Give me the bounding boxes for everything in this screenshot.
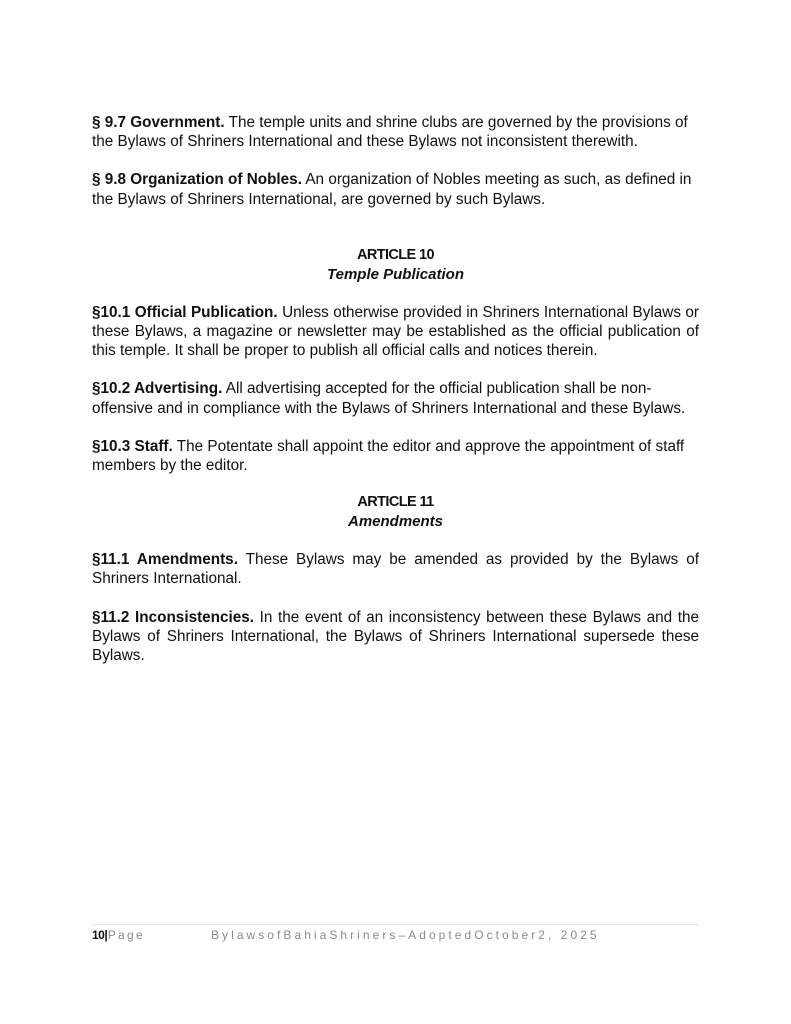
section-heading: §10.1 Official Publication.	[92, 303, 278, 321]
section-9-7	[92, 113, 699, 151]
section-heading: § 9.7 Government.	[92, 114, 225, 131]
section-body: Unless otherwise provided in Shriners International Bylaws or these Bylaws, a magazine or newsletter may be established as the official publication of this temple. It shall be proper to publish all official calls and notices therein.	[92, 303, 699, 360]
section-heading: §10.3 Staff.	[92, 437, 173, 455]
section-11-2	[92, 608, 699, 666]
page-number: 10	[92, 928, 105, 942]
section-10-1	[92, 303, 699, 361]
section-heading: § 9.8 Organization of Nobles.	[92, 171, 302, 189]
section-body: The temple units and shrine clubs are governed by the provisions of the Bylaws of Shriners International and these Bylaws not inconsistent therewith.	[92, 114, 688, 151]
section-10-2	[92, 379, 699, 417]
section-body: An organization of Nobles meeting as such, as defined in the Bylaws of Shriners International, are governed by such Bylaws.	[92, 171, 692, 208]
article-title: Amendments	[347, 513, 444, 531]
page-label: Page	[107, 928, 145, 942]
section-heading: §10.2 Advertising.	[92, 380, 223, 398]
section-10-3	[92, 437, 699, 475]
section-body: The Potentate shall appoint the editor and approve the appointment of staff members by the editor.	[92, 437, 685, 475]
section-heading: §11.2 Inconsistencies.	[92, 608, 255, 626]
footer-divider	[92, 924, 699, 925]
article-number: ARTICLE 10	[357, 246, 434, 263]
page-footer	[92, 928, 699, 942]
footer-document-title: BylawsofBahiaShriners–AdoptedOctober2, 2025	[211, 928, 600, 942]
page-separator: |	[104, 928, 108, 942]
section-body: In the event of an inconsistency between these Bylaws and the Bylaws of Shriners International, the Bylaws of Shriners International supersede these Bylaws.	[92, 608, 699, 665]
article-number: ARTICLE 11	[357, 494, 434, 511]
article-10-header	[92, 246, 699, 285]
page-content	[92, 113, 699, 665]
section-11-1	[92, 550, 699, 588]
section-body: These Bylaws may be amended as provided by the Bylaws of Shriners International.	[92, 551, 700, 588]
section-9-8	[92, 170, 699, 208]
article-title: Temple Publication	[327, 265, 464, 283]
section-heading: §11.1 Amendments.	[92, 551, 238, 569]
article-11-header	[92, 493, 699, 532]
section-body: All advertising accepted for the official publication shall be non-offensive and in compliance with the Bylaws of Shriners International and these Bylaws.	[92, 380, 686, 417]
